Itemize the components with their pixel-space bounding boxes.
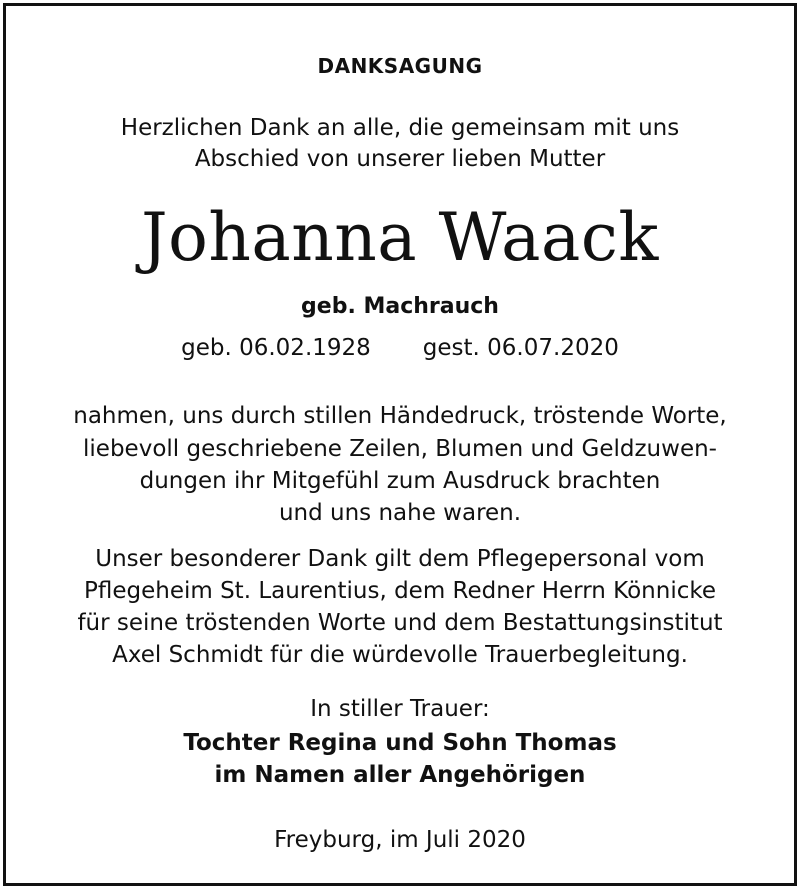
birth-date: geb. 06.02.1928 [181, 335, 371, 361]
mourners-line-1: Tochter Regina und Sohn Thomas [183, 730, 617, 756]
maiden-name: geb. Machrauch [301, 294, 499, 319]
thanks-line-4: und uns nahe waren. [278, 500, 522, 526]
special-thanks-line-3: für seine tröstenden Worte und dem Bestattungsinstitut [77, 610, 723, 636]
thanks-line-3: dungen ihr Mitgefühl zum Ausdruck brachten [139, 468, 661, 494]
life-dates [6, 332, 794, 364]
mourning-intro: In stiller Trauer: [310, 696, 490, 722]
intro-line-1: Herzlichen Dank an alle, die gemeinsam mit uns [120, 115, 680, 141]
death-date: gest. 06.07.2020 [422, 335, 619, 361]
deceased-name: Johanna Waack [141, 199, 659, 276]
thanks-line-2: liebevoll geschriebene Zeilen, Blumen und Geldzuwen- [83, 436, 717, 462]
mourners-line-2: im Namen aller Angehörigen [214, 762, 586, 788]
thanks-line-1: nahmen, uns durch stillen Händedruck, tröstende Worte, [73, 403, 727, 429]
special-thanks-line-1: Unser besonderer Dank gilt dem Pflegepersonal vom [95, 546, 705, 572]
special-thanks-line-2: Pflegeheim St. Laurentius, dem Redner Herrn Könnicke [83, 578, 717, 604]
heading: DANKSAGUNG [317, 54, 483, 78]
special-thanks-line-4: Axel Schmidt für die würdevolle Trauerbegleitung. [112, 642, 688, 668]
intro-line-2: Abschied von unserer lieben Mutter [194, 146, 606, 172]
place-date: Freyburg, im Juli 2020 [274, 827, 526, 853]
obituary-card [3, 3, 797, 886]
